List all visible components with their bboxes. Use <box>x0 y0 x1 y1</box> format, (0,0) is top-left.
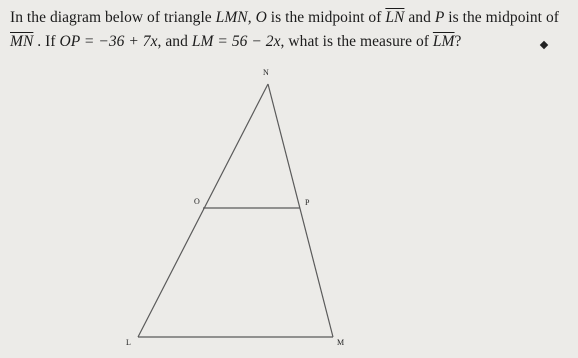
q-text-4: and <box>404 9 435 26</box>
lm-label: LM <box>191 33 214 50</box>
label-m: M <box>337 338 345 347</box>
q-text-6: . If <box>33 33 60 50</box>
label-n: N <box>263 68 269 77</box>
side-nm <box>268 84 333 337</box>
op-label: OP <box>59 33 80 50</box>
q-text-8: , what is the measure of <box>280 33 433 50</box>
q-text-1: In the diagram below of triangle <box>10 9 216 26</box>
point-p-ref: P <box>434 9 445 26</box>
label-l: L <box>126 338 131 347</box>
side-ln <box>138 84 268 337</box>
q-text-5: is the midpoint of <box>444 9 559 26</box>
q-text-2: , <box>247 9 256 26</box>
segment-lm: $\overline{LM}$ <box>432 33 455 50</box>
segment-ln: $\overline{LN}$ <box>385 9 405 26</box>
label-p: P <box>305 198 310 207</box>
q-text-3: is the midpoint of <box>266 9 386 26</box>
point-o-ref: O <box>255 9 267 26</box>
lm-expression: = 56 − 2x <box>213 33 281 50</box>
q-text-7: , and <box>157 33 192 50</box>
q-text-9: ? <box>454 33 462 50</box>
label-o: O <box>194 197 200 206</box>
segment-mn: $\overline{MN}$ <box>10 33 34 50</box>
op-expression: = −36 + 7x <box>79 33 158 50</box>
triangle-name: LMN <box>215 9 248 26</box>
